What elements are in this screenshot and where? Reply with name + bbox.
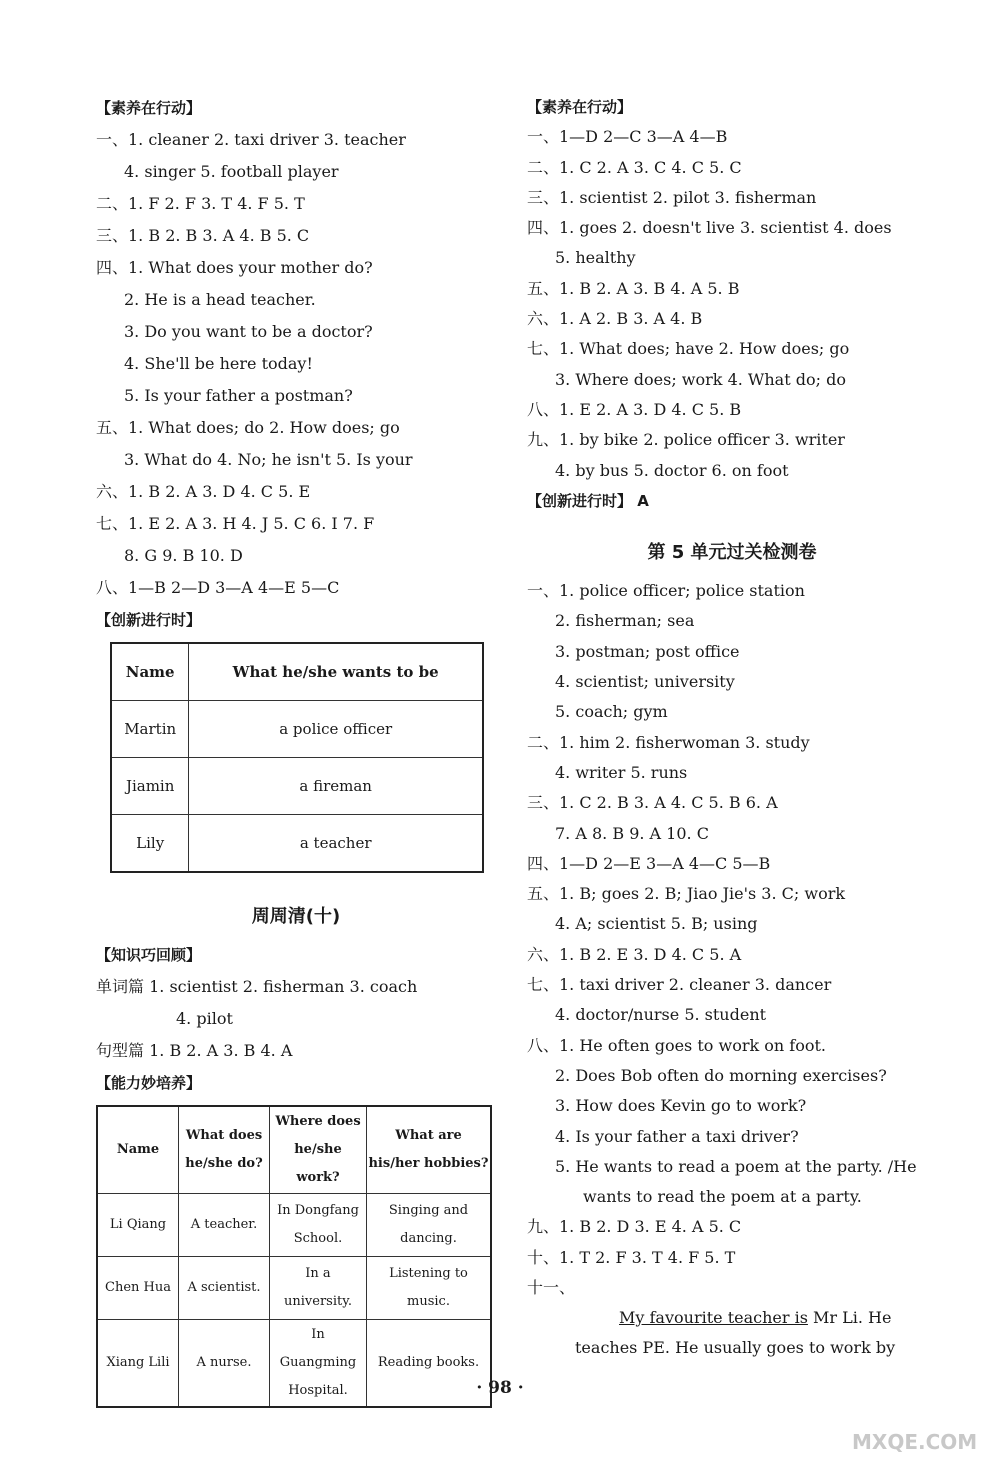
answer-line: 四、1. What does your mother do? [96, 258, 373, 277]
answer-line: 3. How does Kevin go to work? [555, 1096, 807, 1116]
answer-line: 4. Is your father a taxi driver? [555, 1126, 799, 1146]
watermark: MXQE.COM [852, 1430, 978, 1454]
job-hobby-table [96, 1105, 492, 1408]
answer-line: 7. A 8. B 9. A 10. C [555, 823, 709, 843]
table-row [111, 758, 483, 815]
answer-line: 5. coach; gym [555, 702, 668, 722]
answer-line: 2. fisherman; sea [555, 611, 695, 631]
essay-line [575, 1303, 937, 1333]
table-cell: In Dongfang School. [270, 1194, 367, 1257]
table-cell: In a university. [270, 1257, 367, 1320]
section-heading: 【素养在行动】 [96, 99, 202, 117]
table-cell: Reading books. [367, 1320, 492, 1408]
answer-line: 5. He wants to read a poem at the party. /He [555, 1156, 917, 1176]
table-cell: Singing and dancing. [367, 1194, 492, 1257]
table-cell: Chen Hua [97, 1257, 179, 1320]
table-header-row [111, 643, 483, 701]
table-header: What are his/her hobbies? [367, 1106, 492, 1194]
wants-to-be-table [110, 642, 484, 873]
page-number: · 98 · [476, 1378, 524, 1398]
essay-line: teaches PE. He usually goes to work by [575, 1338, 896, 1358]
table-cell: In Guangming Hospital. [270, 1320, 367, 1408]
answer-line: 二、1. F 2. F 3. T 4. F 5. T [96, 194, 305, 213]
answer-line: 六、1. B 2. A 3. D 4. C 5. E [96, 482, 311, 501]
table-cell: a teacher [189, 815, 483, 873]
table-header: Where does he/she work? [270, 1106, 367, 1194]
table-cell: a police officer [189, 701, 483, 758]
answer-line: 4. singer 5. football player [124, 162, 339, 181]
answer-line: 四、1. goes 2. doesn't live 3. scientist 4. does [527, 218, 892, 238]
answer-line: 八、1—B 2—D 3—A 4—E 5—C [96, 578, 340, 597]
section-heading: 【知识巧回顾】 [96, 946, 202, 964]
section-heading: 【能力妙培养】 [96, 1074, 202, 1092]
answer-line: 一、1—D 2—C 3—A 4—B [527, 127, 728, 147]
answer-line: 七、1. What does; have 2. How does; go [527, 339, 850, 359]
answer-line: 4. pilot [176, 1009, 233, 1028]
table-cell: Li Qiang [97, 1194, 179, 1257]
answer-line: 八、1. E 2. A 3. D 4. C 5. B [527, 399, 742, 419]
answer-line: 一、1. police officer; police station [527, 581, 805, 601]
answer-line: 单词篇 1. scientist 2. fisherman 3. coach [96, 977, 418, 996]
answer-line: 句型篇 1. B 2. A 3. B 4. A [96, 1041, 293, 1060]
section-heading: 【素养在行动】 [527, 98, 633, 116]
answer-line: 3. Do you want to be a doctor? [124, 322, 373, 341]
table-header-row [97, 1106, 491, 1194]
essay-paragraph [527, 1303, 937, 1363]
answer-line: 5. Is your father a postman? [124, 386, 353, 405]
table-cell: A nurse. [179, 1320, 270, 1408]
answer-line: 2. Does Bob often do morning exercises? [555, 1065, 887, 1085]
table-cell: Xiang Lili [97, 1320, 179, 1408]
essay-text: Mr Li. He [807, 1308, 892, 1328]
essay-underlined: My favourite teacher is [619, 1308, 808, 1328]
answer-line: 二、1. him 2. fisherwoman 3. study [527, 732, 810, 752]
section-heading: 【创新进行时】 [96, 611, 202, 629]
table-header: What he/she wants to be [189, 643, 483, 701]
answer-line: 七、1. taxi driver 2. cleaner 3. dancer [527, 975, 832, 995]
answer-line: 十、1. T 2. F 3. T 4. F 5. T [527, 1247, 736, 1267]
answer-line: 十一、 [527, 1277, 576, 1297]
answer-line: 五、1. What does; do 2. How does; go [96, 418, 400, 437]
table-row [97, 1257, 491, 1320]
table-cell: Lily [111, 815, 189, 873]
table-row [97, 1194, 491, 1257]
answer-line: 4. A; scientist 5. B; using [555, 914, 758, 934]
table-header: Name [111, 643, 189, 701]
answer-line: 4. writer 5. runs [555, 762, 688, 782]
answer-line: 二、1. C 2. A 3. C 4. C 5. C [527, 157, 742, 177]
table-row [111, 815, 483, 873]
answer-line: 2. He is a head teacher. [124, 290, 316, 309]
answer-line: 三、1. scientist 2. pilot 3. fisherman [527, 187, 817, 207]
answer-line: wants to read the poem at a party. [583, 1187, 862, 1207]
table-cell: a fireman [189, 758, 483, 815]
answer-line: 九、1. B 2. D 3. E 4. A 5. C [527, 1217, 742, 1237]
answer-line: 5. healthy [555, 248, 636, 268]
answer-line: 一、1. cleaner 2. taxi driver 3. teacher [96, 130, 406, 149]
answer-line: 4. She'll be here today! [124, 354, 313, 373]
answer-line: 五、1. B 2. A 3. B 4. A 5. B [527, 278, 740, 298]
section-heading: 【创新进行时】 A [527, 491, 649, 510]
table-header: Name [97, 1106, 179, 1194]
answer-line: 九、1. by bike 2. police officer 3. writer [527, 430, 845, 450]
answer-line: 3. Where does; work 4. What do; do [555, 369, 846, 389]
table-cell: Listening to music. [367, 1257, 492, 1320]
right-column [527, 92, 937, 1363]
answer-line: 4. scientist; university [555, 672, 735, 692]
answer-line: 三、1. B 2. B 3. A 4. B 5. C [96, 226, 310, 245]
answer-line: 六、1. A 2. B 3. A 4. B [527, 309, 703, 329]
table-cell: A scientist. [179, 1257, 270, 1320]
section-title: 第 5 单元过关检测卷 [647, 542, 817, 564]
table-row [111, 701, 483, 758]
answer-line: 四、1—D 2—E 3—A 4—C 5—B [527, 853, 771, 873]
answer-line: 3. What do 4. No; he isn't 5. Is your [124, 450, 413, 469]
answer-line: 三、1. C 2. B 3. A 4. C 5. B 6. A [527, 793, 778, 813]
answer-line: 八、1. He often goes to work on foot. [527, 1035, 826, 1055]
answer-line: 七、1. E 2. A 3. H 4. J 5. C 6. I 7. F [96, 514, 375, 533]
answer-line: 3. postman; post office [555, 641, 740, 661]
answer-line: 五、1. B; goes 2. B; Jiao Jie's 3. C; work [527, 884, 846, 904]
table-cell: Martin [111, 701, 189, 758]
answer-line: 8. G 9. B 10. D [124, 546, 243, 565]
table-cell: Jiamin [111, 758, 189, 815]
table-header: What does he/she do? [179, 1106, 270, 1194]
answer-line: 4. by bus 5. doctor 6. on foot [555, 460, 789, 480]
answer-line: 4. doctor/nurse 5. student [555, 1005, 767, 1025]
answer-line: 六、1. B 2. E 3. D 4. C 5. A [527, 944, 742, 964]
section-title: 周周清(十) [251, 906, 341, 927]
left-column [96, 92, 496, 1408]
table-cell: A teacher. [179, 1194, 270, 1257]
